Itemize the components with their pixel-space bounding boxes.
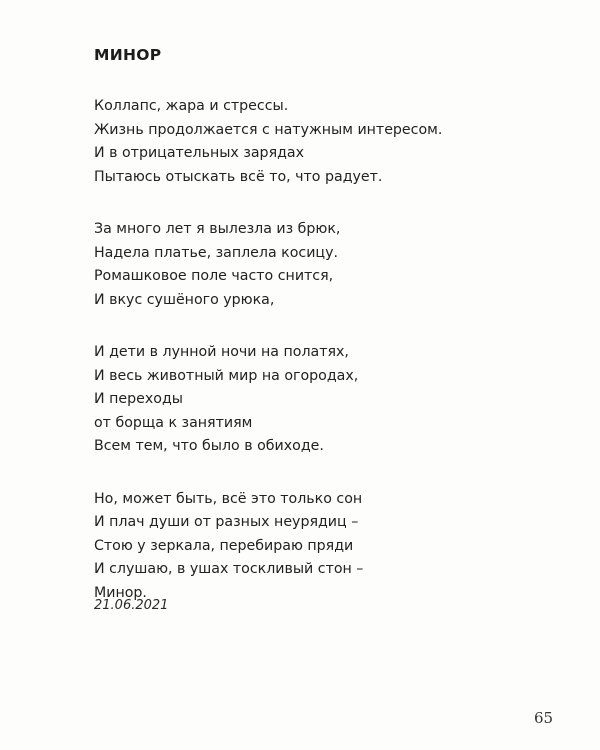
poem-line: Жизнь продолжается с натужным интересом. [94,121,443,138]
poem-line: И дети в лунной ночи на полатях, [94,343,349,360]
poem-line: И весь животный мир на огородах, [94,367,359,384]
poem-date: 21.06.2021 [94,598,169,613]
stanza-2 [94,218,564,312]
stanza-3 [94,341,564,459]
poem-line: Пытаюсь отыскать всё то, что радует. [94,168,383,185]
poem-line: Но, может быть, всё это только сон [94,490,363,507]
poem-line: И плач души от разных неурядиц – [94,514,359,531]
poem-line: Минор. [94,584,147,601]
poem-line: И переходы [94,391,183,408]
poem-line: Коллапс, жара и стрессы. [94,98,289,114]
poem-line: И в отрицательных зарядах [94,145,304,162]
page-number: 65 [534,709,554,727]
poem-line: Ромашковое поле часто снится, [94,268,334,285]
stanza-1 [94,95,564,189]
poem-line: И вкус сушёного урюка, [94,291,275,308]
poem-line: Стою у зеркала, перебираю пряди [94,537,354,554]
poem-body [94,95,564,634]
poem-line: И слушаю, в ушах тоскливый стон – [94,561,364,578]
poem-line: от борща к занятиям [94,414,253,431]
stanza-4 [94,488,564,606]
poem-line: Надела платье, заплела косицу. [94,244,339,261]
poem-line: За много лет я вылезла из брюк, [94,220,341,237]
poem-line: Всем тем, что было в обиходе. [94,438,324,455]
poem-title: МИНОР [94,46,162,64]
